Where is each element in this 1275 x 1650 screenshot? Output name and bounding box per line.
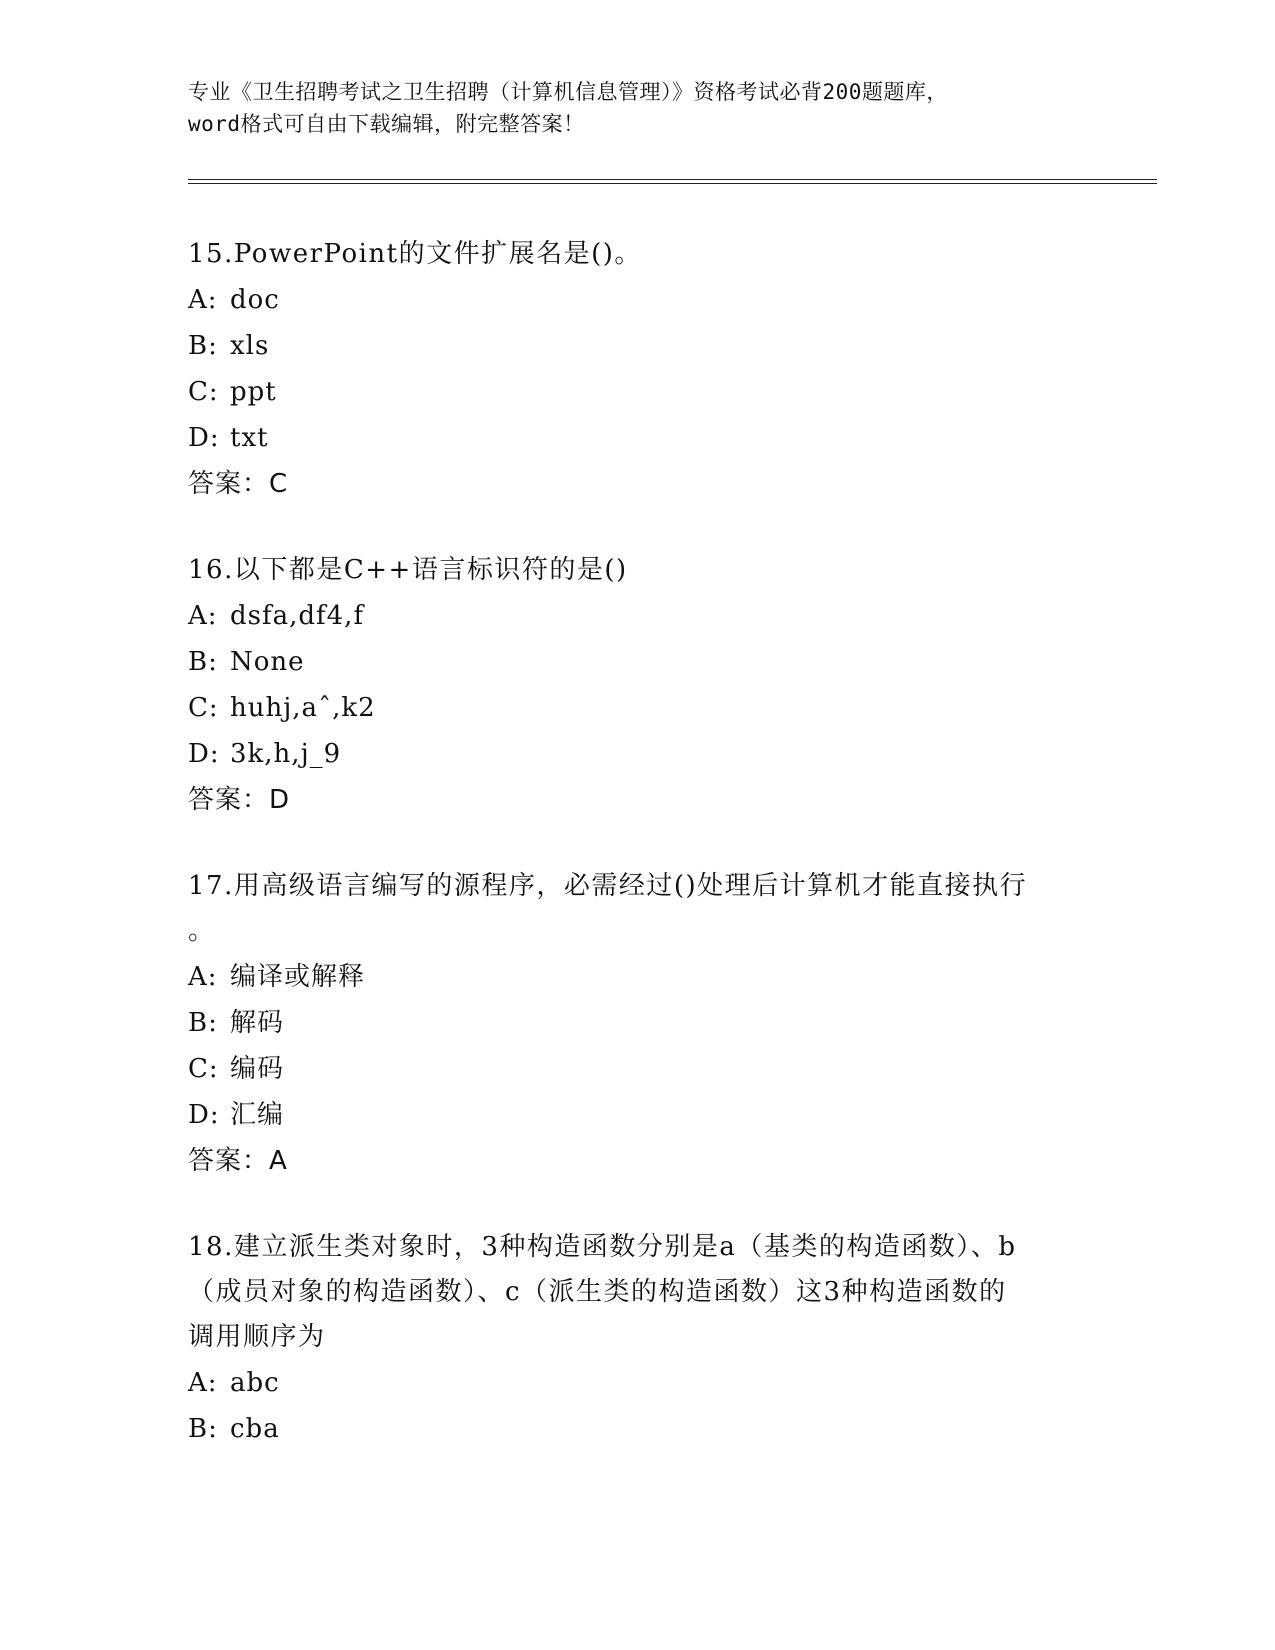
question-stem-line-2: （成员对象的构造函数）、c（派生类的构造函数）这3种构造函数的 <box>188 1277 1007 1307</box>
question-15 <box>188 232 1088 507</box>
option-c <box>188 369 1088 415</box>
option-d <box>188 415 1088 461</box>
option-key: A: <box>188 285 218 315</box>
option-a <box>188 593 1088 639</box>
option-text: doc <box>230 285 280 315</box>
question-stem-line-1: 17.用高级语言编写的源程序，必需经过()处理后计算机才能直接执行 <box>188 871 1028 901</box>
document-header <box>188 76 1088 140</box>
question-18 <box>188 1225 1088 1452</box>
option-b <box>188 1406 1088 1452</box>
option-text: dsfa,df4,f <box>230 601 365 631</box>
option-key: B: <box>188 1414 218 1444</box>
option-key: A: <box>188 601 218 631</box>
header-divider-top <box>188 179 1157 180</box>
option-text: 汇编 <box>230 1100 285 1130</box>
option-key: C: <box>188 1054 219 1084</box>
option-d <box>188 1092 1088 1138</box>
option-a <box>188 1360 1088 1406</box>
option-key: A: <box>188 1368 218 1398</box>
option-text: 编码 <box>230 1054 285 1084</box>
option-key: B: <box>188 1008 218 1038</box>
header-title-line-2: word格式可自由下载编辑，附完整答案！ <box>188 112 585 136</box>
answer-line: 答案：C <box>188 469 289 499</box>
option-text: 3k,h,j_9 <box>230 739 342 769</box>
option-text: huhj,aˆ,k2 <box>230 693 376 723</box>
question-stem: 16.以下都是C++语言标识符的是() <box>188 555 628 585</box>
option-b <box>188 639 1088 685</box>
option-b <box>188 323 1088 369</box>
question-17 <box>188 864 1088 1184</box>
option-text: txt <box>230 423 269 453</box>
option-text: None <box>230 647 305 677</box>
option-key: D: <box>188 1100 220 1130</box>
option-key: D: <box>188 423 220 453</box>
question-stem-line-2: 。 <box>188 916 216 946</box>
question-stem-line-1: 18.建立派生类对象时，3种构造函数分别是a（基类的构造函数）、b <box>188 1232 1017 1262</box>
answer-line: 答案：A <box>188 1146 288 1176</box>
question-16 <box>188 548 1088 823</box>
option-c <box>188 685 1088 731</box>
option-text: abc <box>230 1368 280 1398</box>
option-c <box>188 1046 1088 1092</box>
option-key: C: <box>188 377 219 407</box>
option-key: D: <box>188 739 220 769</box>
option-key: B: <box>188 647 218 677</box>
answer-line: 答案：D <box>188 785 291 815</box>
option-text: xls <box>230 331 270 361</box>
header-divider-bottom <box>188 183 1157 184</box>
option-a <box>188 954 1088 1000</box>
option-text: ppt <box>230 377 277 407</box>
option-a <box>188 277 1088 323</box>
question-stem: 15.PowerPoint的文件扩展名是()。 <box>188 239 642 269</box>
option-key: B: <box>188 331 218 361</box>
option-key: C: <box>188 693 219 723</box>
option-text: 编译或解释 <box>230 962 366 992</box>
option-text: 解码 <box>230 1008 285 1038</box>
option-b <box>188 1000 1088 1046</box>
option-d <box>188 731 1088 777</box>
option-text: cba <box>230 1414 280 1444</box>
question-stem-line-3: 调用顺序为 <box>188 1322 326 1352</box>
option-key: A: <box>188 962 218 992</box>
header-title-line-1: 专业《卫生招聘考试之卫生招聘（计算机信息管理）》资格考试必背200题题库， <box>188 80 948 104</box>
